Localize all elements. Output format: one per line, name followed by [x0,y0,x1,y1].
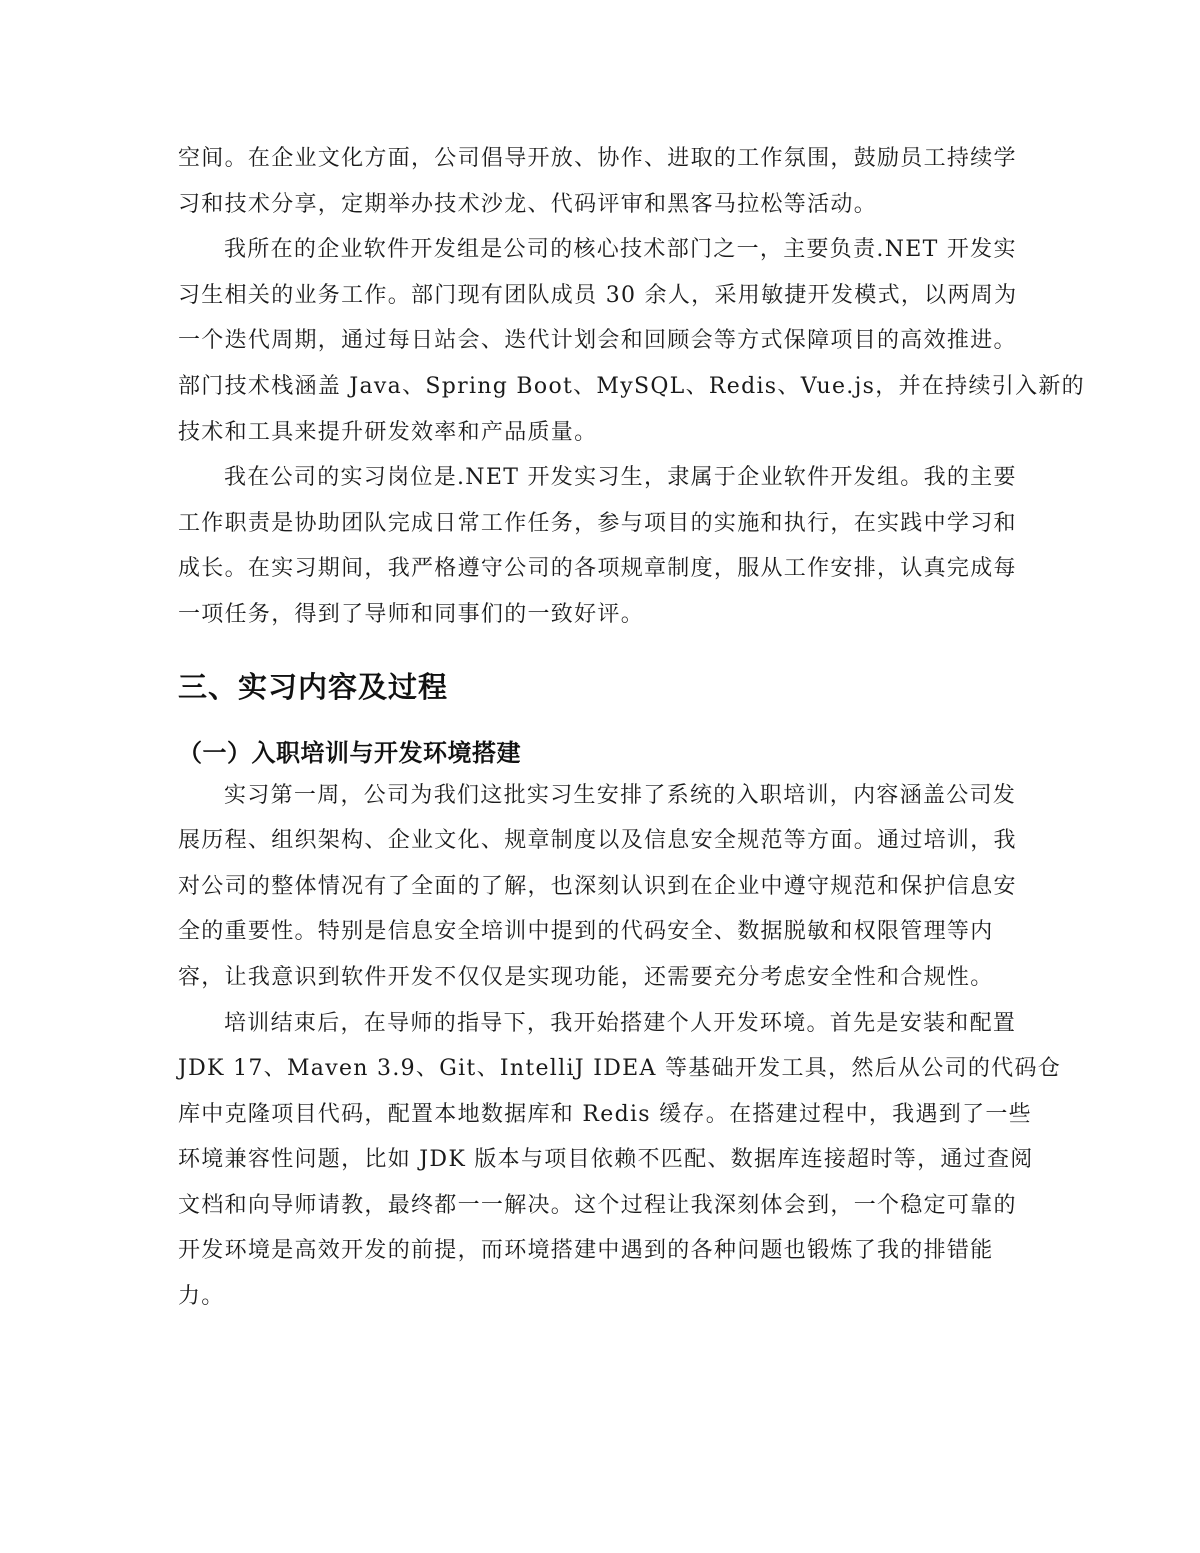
document-body [178,136,1085,1320]
paragraph-line: 展历程、组织架构、企业文化、规章制度以及信息安全规范等方面。通过培训，我 [178,828,1017,854]
paragraph-line: 对公司的整体情况有了全面的了解，也深刻认识到在企业中遵守规范和保护信息安 [178,873,1017,899]
paragraph-line: 工作职责是协助团队完成日常工作任务，参与项目的实施和执行，在实践中学习和 [178,510,1017,536]
paragraph-line: 成长。在实习期间，我严格遵守公司的各项规章制度，服从工作安排，认真完成每 [178,556,1017,582]
paragraph-line: 全的重要性。特别是信息安全培训中提到的代码安全、数据脱敏和权限管理等内 [178,919,994,945]
paragraph-line: 我所在的企业软件开发组是公司的核心技术部门之一，主要负责.NET 开发实 [224,237,1017,263]
paragraph-group-bottom [178,773,1062,1320]
paragraph [178,1001,1062,1320]
paragraph-line: 习生相关的业务工作。部门现有团队成员 30 余人，采用敏捷开发模式，以两周为 [178,282,1018,308]
paragraph [178,773,1024,1001]
paragraph-line: 容，让我意识到软件开发不仅仅是实现功能，还需要充分考虑安全性和合规性。 [178,964,994,990]
paragraph-line: 一个迭代周期，通过每日站会、迭代计划会和回顾会等方式保障项目的高效推进。 [178,328,1017,354]
paragraph-line: 一项任务，得到了导师和同事们的一致好评。 [178,601,645,627]
paragraph-line: 实习第一周，公司为我们这批实习生安排了系统的入职培训，内容涵盖公司发 [224,782,1017,808]
subsection-heading: （一）入职培训与开发环境搭建 [178,738,521,767]
paragraph-line: 培训结束后，在导师的指导下，我开始搭建个人开发环境。首先是安装和配置 [224,1010,1017,1036]
section-heading: 三、实习内容及过程 [178,669,449,704]
paragraph-line: 习和技术分享，定期举办技术沙龙、代码评审和黑客马拉松等活动。 [178,191,878,217]
paragraph-line: 力。 [178,1284,225,1310]
paragraph-line: 库中克隆项目代码，配置本地数据库和 Redis 缓存。在搭建过程中，我遇到了一些 [178,1101,1032,1127]
paragraph-line: 文档和向导师请教，最终都一一解决。这个过程让我深刻体会到，一个稳定可靠的 [178,1192,1017,1218]
paragraph [178,227,1085,455]
paragraph [178,136,1024,227]
paragraph-line: 部门技术栈涵盖 Java、Spring Boot、MySQL、Redis、Vue.js，并在持续引入新的 [178,373,1085,399]
paragraph [178,455,1024,637]
paragraph-line: 我在公司的实习岗位是.NET 开发实习生，隶属于企业软件开发组。我的主要 [224,465,1017,491]
paragraph-line: 开发环境是高效开发的前提，而环境搭建中遇到的各种问题也锻炼了我的排错能 [178,1238,994,1264]
paragraph-line: JDK 17、Maven 3.9、Git、IntelliJ IDEA 等基础开发工具，然后从公司的代码仓 [178,1056,1062,1082]
paragraph-line: 空间。在企业文化方面，公司倡导开放、协作、进取的工作氛围，鼓励员工持续学 [178,146,1017,171]
paragraph-line: 技术和工具来提升研发效率和产品质量。 [178,419,598,445]
paragraph-group-top [178,136,1085,638]
paragraph-line: 环境兼容性问题，比如 JDK 版本与项目依赖不匹配、数据库连接超时等，通过查阅 [178,1147,1034,1173]
